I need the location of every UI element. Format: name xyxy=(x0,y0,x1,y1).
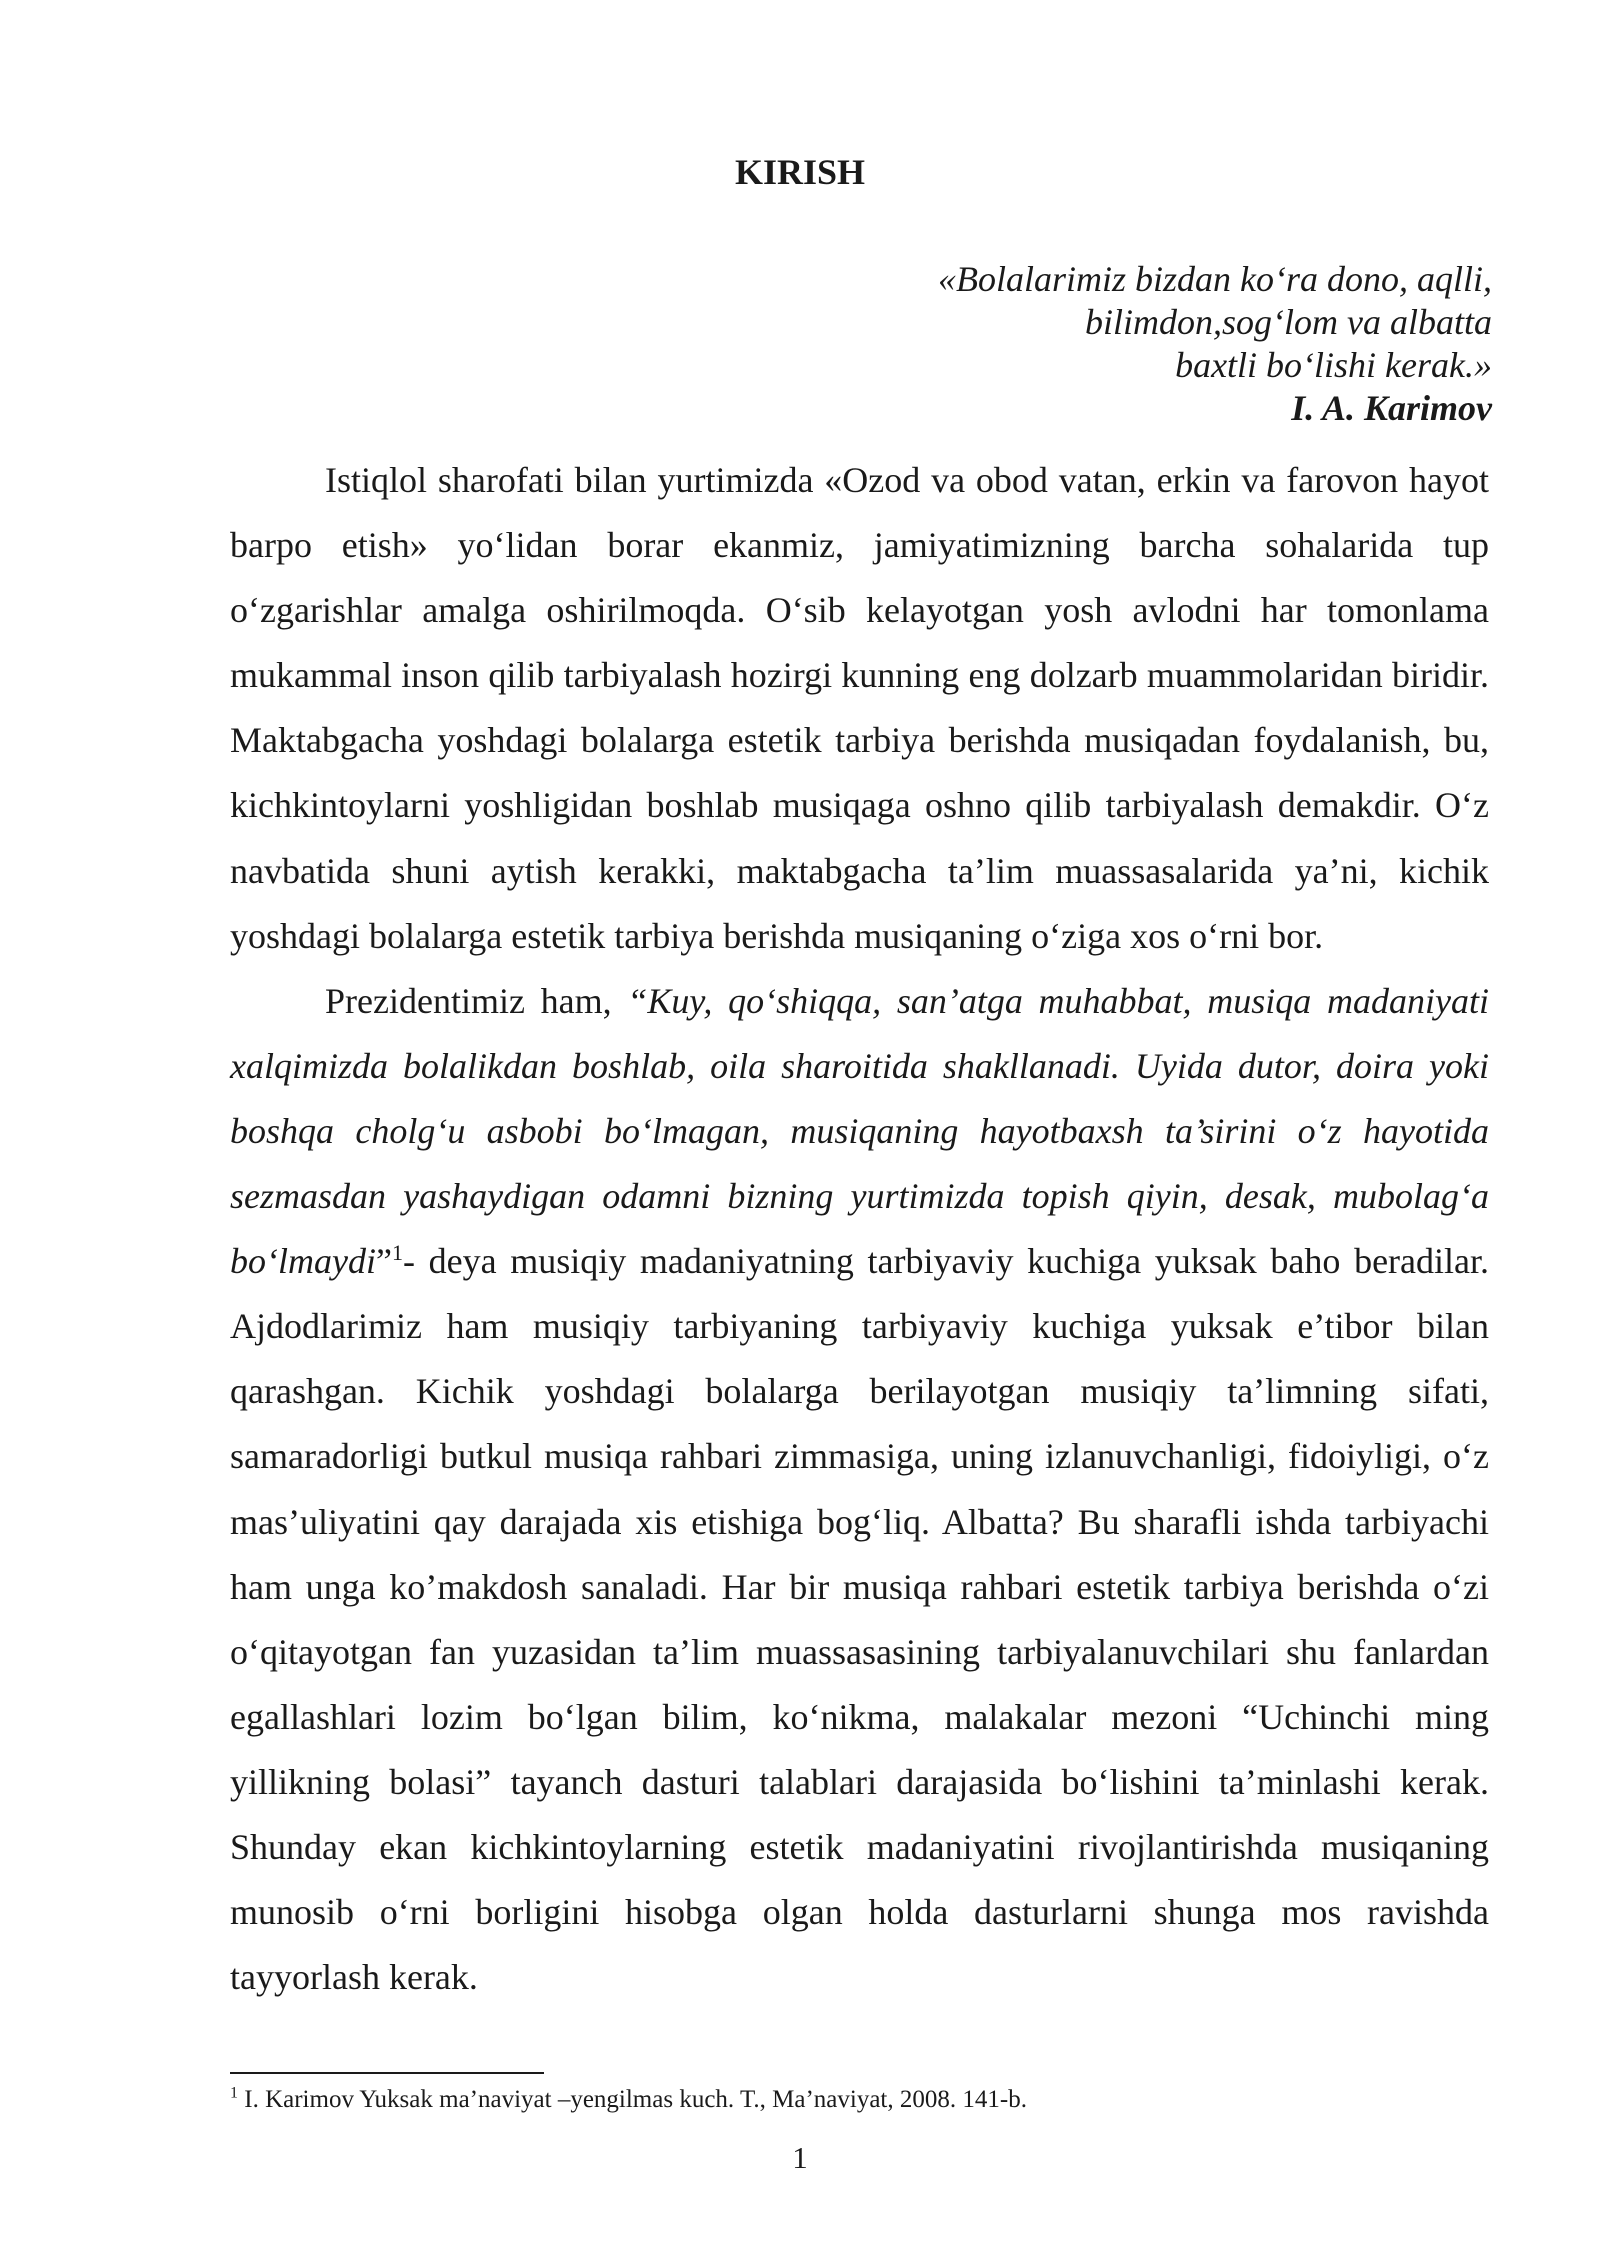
epigraph-line: «Bolalarimiz bizdan ko‘ra dono, aqlli, xyxy=(937,259,1492,299)
epigraph-author: I. A. Karimov xyxy=(1291,388,1492,428)
quote-close: ” xyxy=(375,1241,392,1282)
footnote-text: I. Karimov Yuksak ma’naviyat –yengilmas kuch. T., Ma’naviyat, 2008. 141-b. xyxy=(238,2086,1027,2113)
epigraph-line: baxtli bo‘lishi kerak.» xyxy=(1175,345,1492,385)
paragraph-1: Istiqlol sharofati bilan yurtimizda «Ozod va obod vatan, erkin va farovon hayot barpo etish» yo‘lidan borar ekanmiz, jamiyatimizning barcha sohalarida tup o‘zgarishlar amalga oshirilmoqda. O‘sib kelayotgan yosh avlodni har tomonlama mukammal inson qilib tarbiyalash hozirgi kunning eng dolzarb muammolaridan biridir. Maktabgacha yoshdagi bolalarga estetik tarbiya berishda musiqadan foydalanish, bu, kichkintoylarni yoshligidan boshlab musiqaga oshno qilib tarbiyalash demakdir. O‘z navbatida shuni aytish kerakki, maktabgacha ta’lim muassasalarida ya’ni, kichik yoshdagi bolalarga estetik tarbiya berishda musiqaning o‘ziga xos o‘rni bor. xyxy=(230,460,1489,956)
paragraph-2 xyxy=(230,969,1489,2011)
footnote-separator xyxy=(230,2072,544,2074)
footnote-reference[interactable]: 1 xyxy=(391,1240,403,1266)
paragraph-2-rest: - deya musiqiy madaniyatning tarbiyaviy kuchiga yuksak baho beradilar. Ajdodlarimiz ham musiqiy tarbiyaning tarbiyaviy kuchiga yuksak e’tibor bilan qarashgan. Kichik yoshdagi bolalarga berilayotgan musiqiy ta’limning sifati, samaradorligi butkul musiqa rahbari zimmasiga, uning izlanuvchanligi, fidoiyligi, o‘z mas’uliyatini qay darajada xis etishiga bog‘liq. Albatta? Bu sharafli ishda tarbiyachi ham unga ko’makdosh sanaladi. Har bir musiqa rahbari estetik tarbiya berishda o‘zi o‘qitayotgan fan yuzasidan ta’lim muassasasining tarbiyalanuvchilari shu fanlardan egallashlari lozim bo‘lgan bilim, ko‘nikma, malakalar mezoni “Uchinchi ming yillikning bolasi” tayanch dasturi talablari darajasida bo‘lishini ta’minlashi kerak. Shunday ekan kichkintoylarning estetik madaniyatini rivojlantirishda musiqaning munosib o‘rni borligini hisobga olgan holda dasturlarni shunga mos ravishda tayyorlash kerak. xyxy=(230,1241,1489,1998)
epigraph xyxy=(938,258,1492,430)
page-number: 1 xyxy=(792,2140,808,2175)
president-quote: “Kuy, qo‘shiqqa, san’atga muhabbat, musiqa madaniyati xalqimizda bolalikdan boshlab, oila sharoitida shakllanadi. Uyida dutor, doira yoki boshqa cholg‘u asbobi bo‘lmagan, musiqaning hayotbaxsh ta’sirini o‘z hayotida sezmasdan yashaydigan odamni bizning yurtimizda topish qiyin, desak, mubolag‘a bo‘lmaydi xyxy=(230,980,1489,1282)
paragraph-2-lead: Prezidentimiz ham, xyxy=(325,980,628,1021)
footnote xyxy=(230,2084,1489,2116)
footnote-marker: 1 xyxy=(230,2084,238,2102)
page-title: KIRISH xyxy=(734,152,866,192)
body-text xyxy=(230,448,1489,2010)
epigraph-line: bilimdon,sog‘lom va albatta xyxy=(1085,302,1492,342)
